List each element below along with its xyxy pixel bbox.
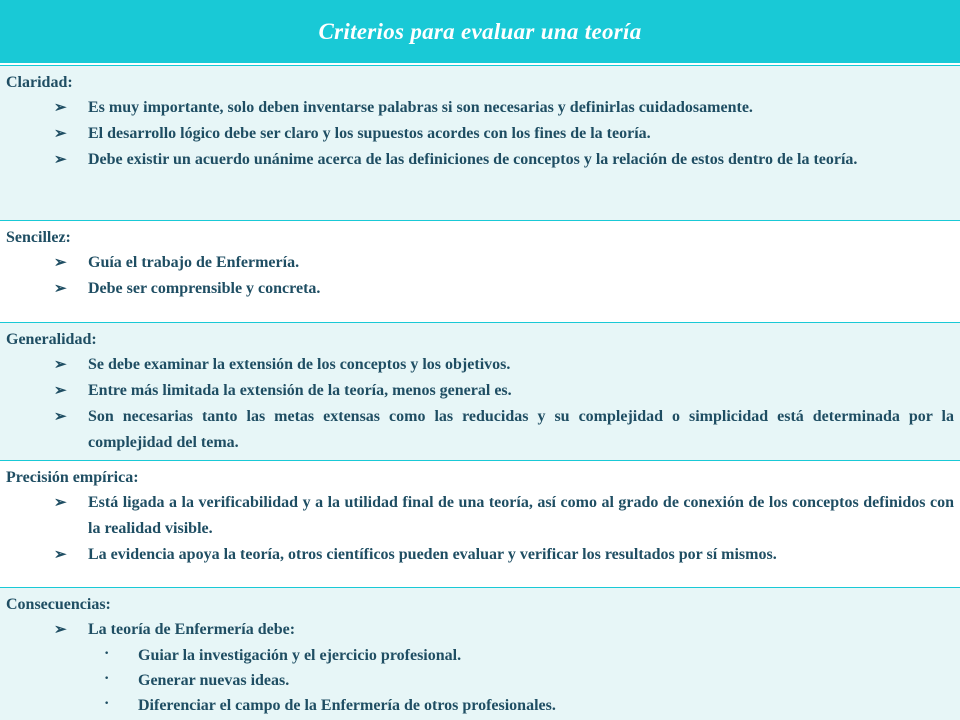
list-item: ➢ El desarrollo lógico debe ser claro y los supuestos acordes con los fines de la teoría. (6, 121, 954, 147)
list-item: ➢ La teoría de Enfermería debe: (6, 617, 954, 643)
list-item: ➢ La evidencia apoya la teoría, otros científicos pueden evaluar y verificar los resultados por sí mismos. (6, 542, 954, 568)
arrow-bullet-icon: ➢ (54, 255, 67, 271)
section-heading: Generalidad: (6, 331, 97, 348)
section-claridad (0, 65, 960, 220)
section-precision-empirica (0, 460, 960, 587)
section-sencillez (0, 220, 960, 322)
bullet-list (6, 250, 954, 302)
section-generalidad (0, 322, 960, 460)
arrow-bullet-icon: ➢ (54, 357, 67, 373)
list-item: ➢ Es muy importante, solo deben inventarse palabras si son necesarias y definirlas cuidadosamente. (6, 95, 954, 121)
section-heading: Sencillez: (6, 229, 71, 246)
list-item: ➢ Está ligada a la verificabilidad y a la utilidad final de una teoría, así como al grado de conexión de los conceptos definidos con la realidad visible. (6, 490, 954, 542)
list-item: ➢ Se debe examinar la extensión de los conceptos y los objetivos. (6, 352, 954, 378)
bullet-list (6, 95, 954, 173)
arrow-bullet-icon: ➢ (54, 152, 67, 168)
list-item: ➢ Debe ser comprensible y concreta. (6, 276, 954, 302)
arrow-bullet-icon: ➢ (54, 622, 67, 638)
page-title: Criterios para evaluar una teoría (318, 18, 642, 44)
arrow-bullet-icon: ➢ (54, 100, 67, 116)
arrow-bullet-icon: ➢ (54, 495, 67, 511)
dot-bullet-icon: · (104, 695, 110, 712)
section-consecuencias (0, 587, 960, 720)
arrow-bullet-icon: ➢ (54, 126, 67, 142)
section-heading: Claridad: (6, 74, 73, 91)
section-heading: Consecuencias: (6, 596, 111, 613)
sub-list-item: · Generar nuevas ideas. (6, 668, 954, 693)
bullet-list (6, 352, 954, 456)
title-bar (0, 0, 960, 65)
section-heading: Precisión empírica: (6, 469, 139, 486)
bullet-list (6, 490, 954, 568)
arrow-bullet-icon: ➢ (54, 383, 67, 399)
arrow-bullet-icon: ➢ (54, 281, 67, 297)
arrow-bullet-icon: ➢ (54, 547, 67, 563)
bullet-list (6, 617, 954, 718)
dot-bullet-icon: · (104, 645, 110, 662)
list-item: ➢ Debe existir un acuerdo unánime acerca de las definiciones de conceptos y la relación de estos dentro de la teoría. (6, 147, 954, 173)
list-item: ➢ Guía el trabajo de Enfermería. (6, 250, 954, 276)
sub-list-item: · Guiar la investigación y el ejercicio profesional. (6, 643, 954, 668)
arrow-bullet-icon: ➢ (54, 409, 67, 425)
list-item: ➢ Entre más limitada la extensión de la teoría, menos general es. (6, 378, 954, 404)
list-item: ➢ Son necesarias tanto las metas extensas como las reducidas y su complejidad o simplicidad está determinada por la complejidad del tema. (6, 404, 954, 456)
sub-list-item: · Diferenciar el campo de la Enfermería de otros profesionales. (6, 693, 954, 718)
dot-bullet-icon: · (104, 670, 110, 687)
